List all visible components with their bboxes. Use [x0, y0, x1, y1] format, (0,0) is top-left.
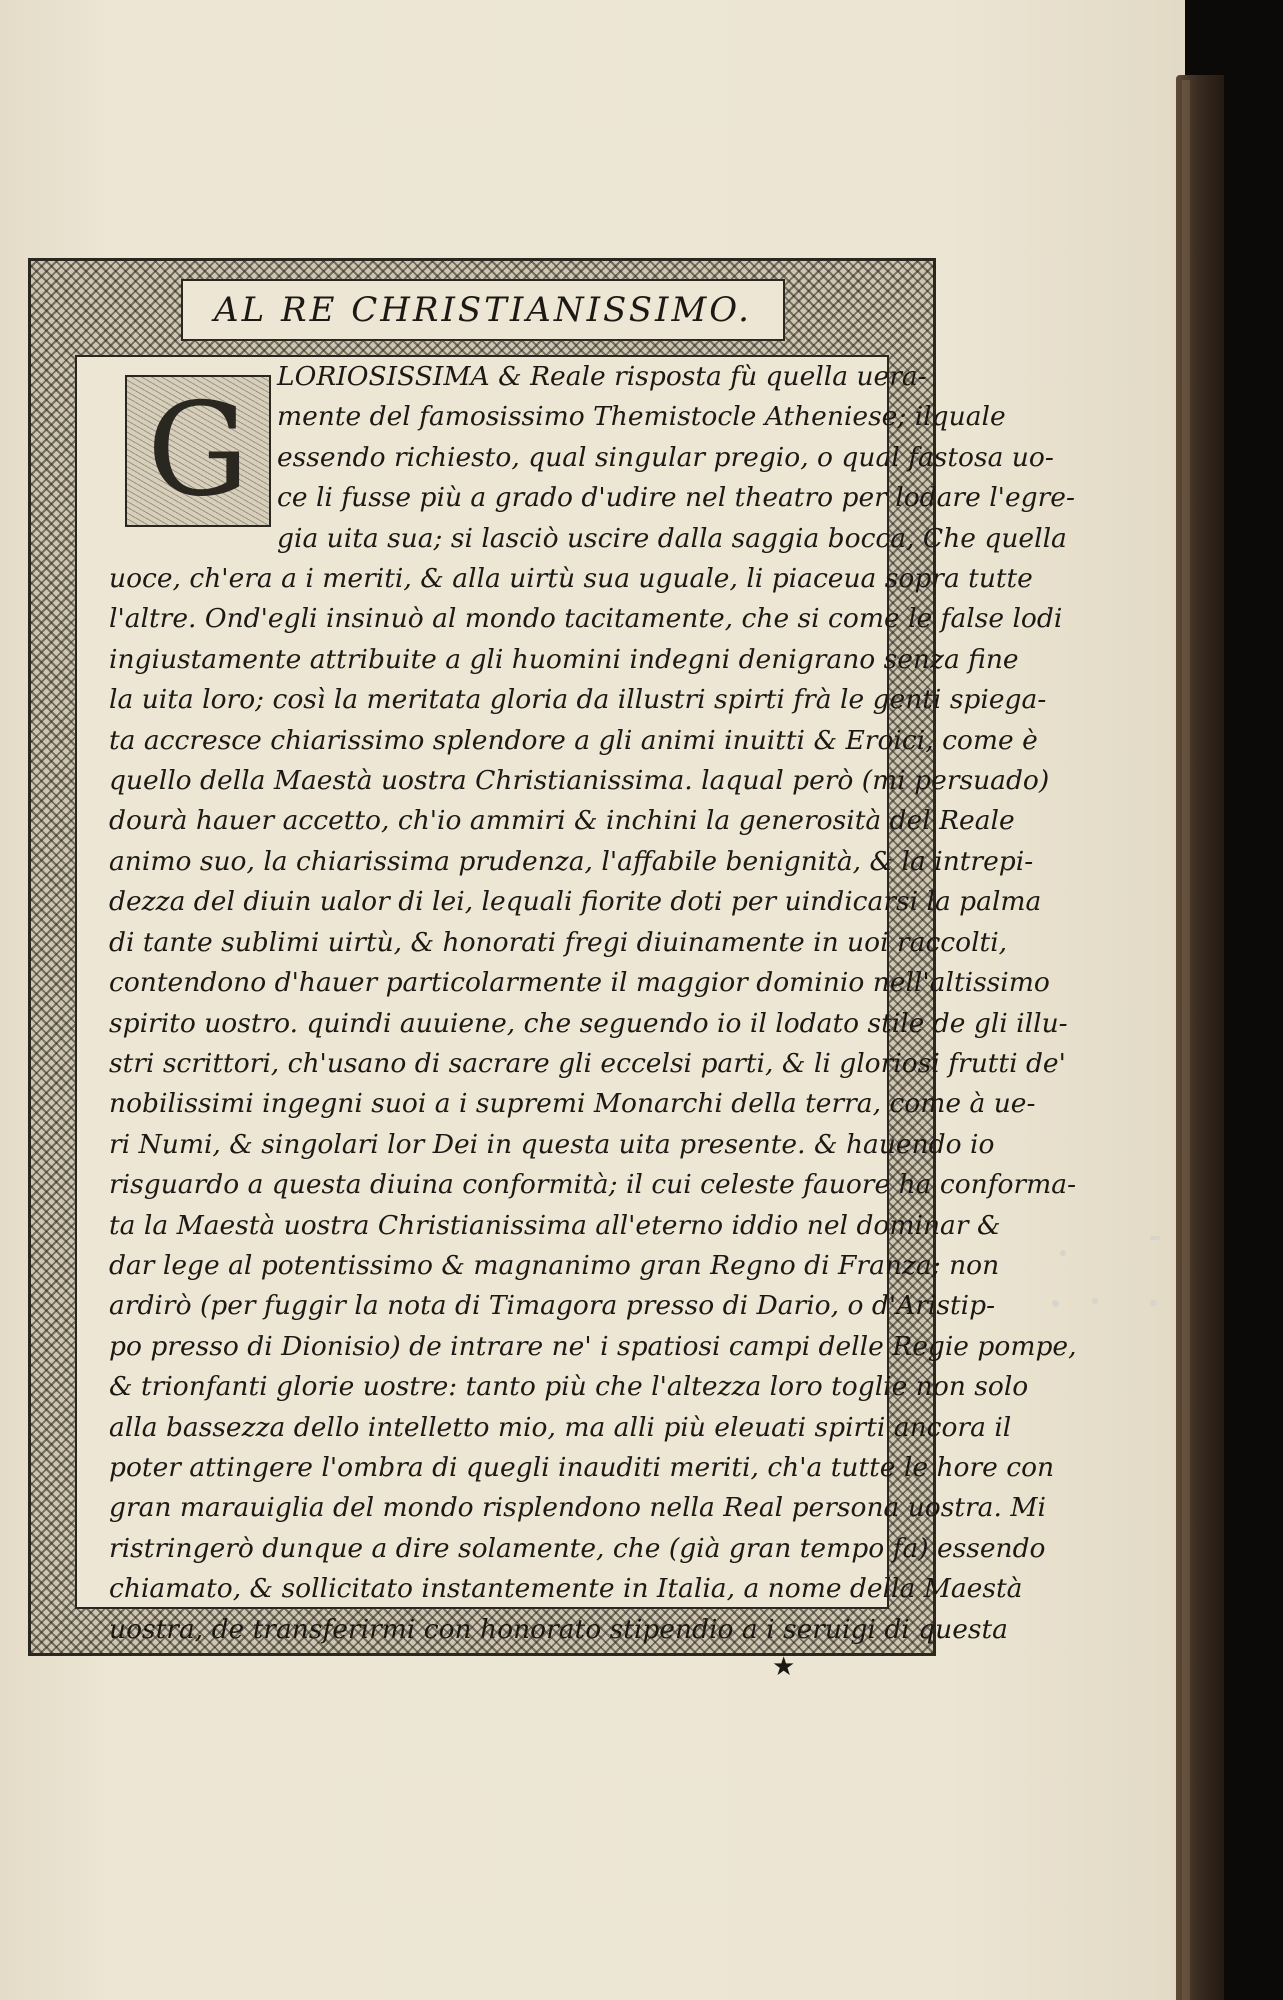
- text-line: & trionfanti glorie uostre: tanto più che l'altezza loro toglie non solo: [109, 1371, 1029, 1403]
- text-line: dourà hauer accetto, ch'io ammiri & inchini la generosità del Reale: [109, 805, 1015, 837]
- text-line: l'altre. Ond'egli insinuò al mondo tacitamente, che si come le false lodi: [109, 603, 1063, 635]
- body-text: [109, 357, 1077, 1650]
- text-line: ta accresce chiarissimo splendore a gli animi inuitti & Eroici, come è: [109, 724, 1038, 756]
- text-line: ta la Maestà uostra Christianissima all'eterno iddio nel dominar &: [109, 1209, 1001, 1241]
- signature-mark: ★: [772, 1652, 796, 1682]
- text-line: di tante sublimi uirtù, & honorati fregi diuinamente in uoi raccolti,: [109, 926, 1008, 958]
- text-line: ce li fusse più a grado d'udire nel theatro per lodare l'egre-: [277, 482, 1075, 514]
- text-line: chiamato, & sollicitato instantemente in Italia, a nome della Maestà: [109, 1573, 1023, 1605]
- margin-speck: [1060, 1250, 1066, 1256]
- text-line: gia uita sua; si lasciò uscire dalla saggia bocca, Che quella: [277, 522, 1067, 554]
- text-line: uostra, de transferirmi con honorato stipendio a i seruigi di questa: [109, 1613, 1008, 1645]
- text-line: poter attingere l'ombra di quegli inauditi meriti, ch'a tutte le hore con: [109, 1451, 1055, 1483]
- page-title: AL RE CHRISTIANISSIMO.: [214, 290, 752, 330]
- text-line: quello della Maestà uostra Christianissima. laqual però (mi persuado): [109, 765, 1050, 797]
- text-line: nobilissimi ingegni suoi a i supremi Monarchi della terra, come à ue-: [109, 1088, 1036, 1120]
- text-line: alla bassezza dello intelletto mio, ma alli più eleuati spirti ancora il: [109, 1411, 1012, 1443]
- margin-speck: [1092, 1298, 1098, 1304]
- text-line: risguardo a questa diuina conformità; il cui celeste fauore ha conforma-: [109, 1169, 1077, 1201]
- margin-speck: [1150, 1236, 1160, 1240]
- text-line: la uita loro; così la meritata gloria da illustri spirti frà le genti spiega-: [109, 684, 1047, 716]
- text-line: stri scrittori, ch'usano di sacrare gli eccelsi parti, & li gloriosi frutti de': [109, 1047, 1066, 1079]
- spine-edge: [1182, 80, 1190, 2000]
- text-line: gran marauiglia del mondo risplendono nella Real persona uostra. Mi: [109, 1492, 1046, 1524]
- text-line: dar lege al potentissimo & magnanimo gran Regno di Franza; non: [109, 1249, 1000, 1281]
- text-line: ri Numi, & singolari lor Dei in questa uita presente. & hauendo io: [109, 1128, 995, 1160]
- text-line: ristringerò dunque a dire solamente, che (già gran tempo fa) essendo: [109, 1532, 1046, 1564]
- text-line: po presso di Dionisio) de intrare ne' i spatiosi campi delle Regie pompe,: [109, 1330, 1077, 1362]
- text-line: mente del famosissimo Themistocle Atheniese; ilquale: [277, 401, 1006, 433]
- text-panel: [75, 355, 1077, 1645]
- text-line: LORIOSISSIMA & Reale risposta fù quella uera-: [277, 361, 927, 392]
- text-line: uoce, ch'era a i meriti, & alla uirtù sua uguale, li piaceua sopra tutte: [109, 563, 1033, 595]
- text-line: contendono d'hauer particolarmente il maggior dominio nell'altissimo: [109, 967, 1050, 999]
- text-line: spirito uostro. quindi auuiene, che seguendo io il lodato stile de gli illu-: [109, 1007, 1068, 1039]
- text-line: dezza del diuin ualor di lei, lequali fiorite doti per uindicarsi la palma: [109, 886, 1042, 918]
- text-line: essendo richiesto, qual singular pregio, o qual fastosa uo-: [277, 441, 1054, 473]
- ornamental-border: [28, 258, 1077, 1656]
- title-box: [181, 279, 785, 341]
- text-line: ardirò (per fuggir la nota di Timagora presso di Dario, o d'Aristip-: [109, 1290, 996, 1322]
- text-line: animo suo, la chiarissima prudenza, l'affabile benignità, & la intrepi-: [109, 845, 1034, 877]
- initial-letter: G: [146, 376, 250, 525]
- margin-speck: [1052, 1300, 1059, 1307]
- margin-speck: [1150, 1300, 1157, 1306]
- text-line: ingiustamente attribuite a gli huomini indegni denigrano senza fine: [109, 643, 1019, 675]
